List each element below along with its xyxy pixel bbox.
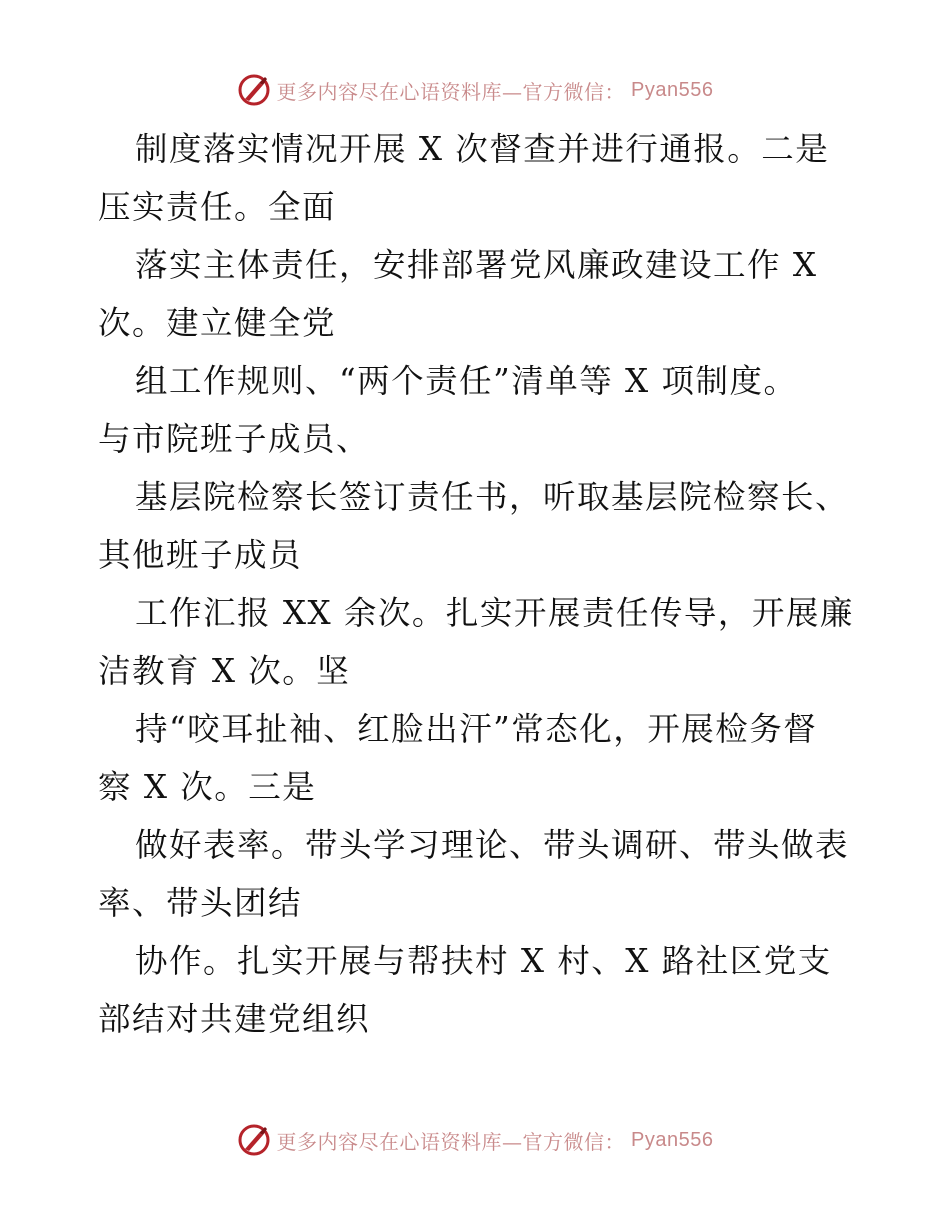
body-line: 其他班子成员 — [98, 536, 303, 574]
body-line: 工作汇报 XX 余次。扎实开展责任传导，开展廉 — [135, 594, 854, 632]
body-line: 压实责任。全面 — [98, 188, 337, 226]
body-line: 次。建立健全党 — [98, 304, 337, 342]
watermark-text: 更多内容尽在心语资料库—官方微信： — [276, 79, 626, 104]
body-line: 察 X 次。三是 — [98, 768, 317, 806]
body-line: 协作。扎实开展与帮扶村 X 村、X 路社区党支 — [135, 942, 832, 980]
body-line: 率、带头团结 — [98, 884, 303, 922]
body-line: 组工作规则、“两个责任”清单等 X 项制度。 — [135, 362, 798, 400]
quill-pen-logo-icon — [237, 1123, 271, 1157]
body-line: 基层院检察长签订责任书，听取基层院检察长、 — [135, 478, 850, 516]
header-watermark — [0, 70, 950, 110]
footer-watermark — [0, 1120, 950, 1160]
watermark-wechat-id: Pyan556 — [631, 78, 714, 101]
body-line: 部结对共建党组织 — [98, 1000, 371, 1038]
body-line: 制度落实情况开展 X 次督查并进行通报。二是 — [135, 130, 830, 168]
quill-pen-logo-icon — [237, 73, 271, 107]
document-body — [98, 120, 868, 1048]
body-line: 做好表率。带头学习理论、带头调研、带头做表 — [135, 826, 850, 864]
body-line: 落实主体责任，安排部署党风廉政建设工作 X — [135, 246, 818, 284]
body-line: 与市院班子成员、 — [98, 420, 371, 458]
body-line: 洁教育 X 次。坚 — [98, 652, 351, 690]
watermark-wechat-id: Pyan556 — [631, 1128, 714, 1151]
watermark-text: 更多内容尽在心语资料库—官方微信： — [276, 1129, 626, 1154]
body-line: 持“咬耳扯袖、红脸出汗”常态化，开展检务督 — [135, 710, 818, 748]
